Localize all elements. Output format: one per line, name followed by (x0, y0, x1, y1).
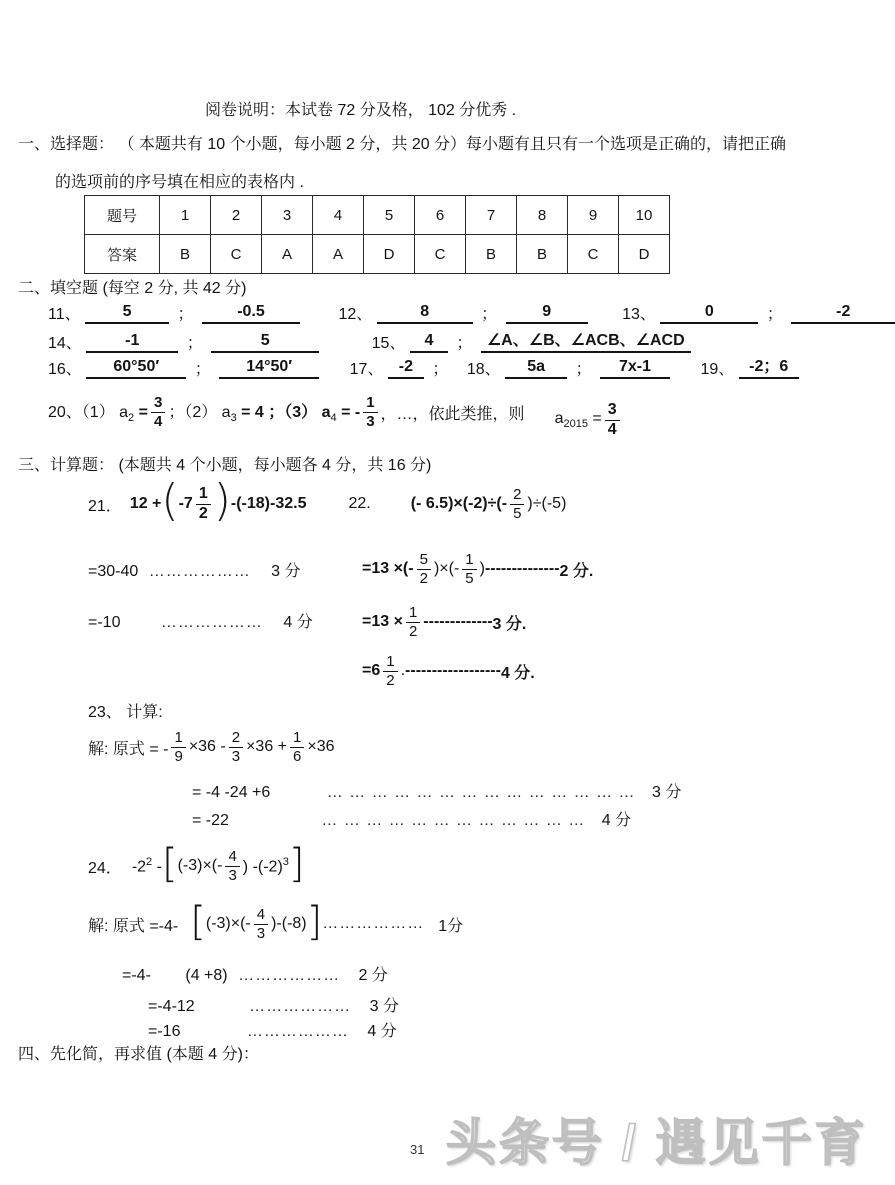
item-18-answer-b: 7x-1 (600, 358, 670, 379)
item-15-answer-b: ∠A、∠B、∠ACB、∠ACD (481, 327, 691, 353)
problem-24-number: 24． (88, 859, 122, 877)
step-mark: 4 分 (601, 812, 632, 829)
question-number-cell: 9 (568, 196, 619, 235)
step-mark: 1分 (438, 917, 464, 935)
item-19-answer-a: -2；6 (739, 353, 799, 379)
answer-row (85, 235, 670, 274)
answer-cell: A (313, 235, 364, 274)
answer-table (84, 195, 670, 274)
step-text: 解: 原式 = - (88, 740, 169, 758)
expr-text: $-2^2$ - (131, 855, 162, 876)
question-number-cell: 10 (619, 196, 670, 235)
item-13 (622, 301, 895, 324)
left-bracket: [ (190, 899, 206, 945)
page-number: 31 (410, 1142, 425, 1157)
question-number-cell: 1 (160, 196, 211, 235)
fraction-4-3: $\frac{4}{3}$ (254, 907, 268, 942)
fraction-1-2: $\frac{1}{2}$ (196, 486, 211, 523)
step-text: . (400, 662, 406, 679)
step-text: =13 × (362, 613, 403, 630)
problem-23-step-3 (192, 807, 631, 830)
dot-leader: ……………… (249, 998, 352, 1015)
left-bracket: [ (161, 841, 178, 887)
item-16-label: 16、 (48, 361, 82, 378)
grading-note: 阅卷说明：本试卷 72 分及格， 102 分优秀 . (205, 102, 517, 119)
problem-21-step-2 (88, 609, 313, 632)
step-text: (-3)×(- (205, 915, 251, 932)
problem-22-step-1 (362, 544, 593, 594)
answer-cell: A (262, 235, 313, 274)
item-14-answer-b: 5 (211, 332, 319, 353)
question-number-cell: 4 (313, 196, 364, 235)
step-text: = -22 (192, 812, 229, 829)
answer-cell: C (211, 235, 262, 274)
step-text: )-(-8) (271, 915, 307, 932)
question-number-cell: 6 (415, 196, 466, 235)
step-text: ×36 + (246, 738, 288, 755)
fill-row-14-15 (48, 327, 691, 353)
item-13-label: 13、 (622, 306, 656, 323)
subscript-2: 2 (128, 412, 135, 425)
item-15-label: 15、 (371, 335, 406, 352)
item-15 (372, 327, 691, 353)
step-text: 解: 原式 =-4- (88, 917, 179, 935)
section2-heading: 二、填空题 (每空 2 分, 共 42 分) (18, 280, 247, 297)
dash-leader: -------------- (484, 560, 560, 577)
item-11-answer-b: -0.5 (202, 303, 300, 324)
answer-cell: B (160, 235, 211, 274)
answer-cell: C (415, 235, 466, 274)
item-18-answer-a: 5a (505, 358, 567, 379)
fraction-1-3: $\frac{1}{3}$ (363, 395, 377, 430)
problem-23-step-1 (88, 723, 335, 771)
item-18 (467, 356, 670, 379)
step-mark: 4 分 (283, 614, 313, 631)
dot-leader: ……………… (160, 614, 263, 631)
item-11 (48, 301, 300, 324)
right-paren: ) (213, 475, 231, 527)
problem-21-expression-pre: 12 + (129, 495, 162, 512)
problem-21-step-1 (88, 558, 301, 581)
step-text: ×36 - (188, 738, 226, 755)
subscript-2015: 2015 (563, 418, 588, 431)
step-mark: 4 分 (367, 1023, 397, 1040)
item-12-answer-a: 8 (377, 303, 473, 324)
item-16-answer-a: 60°50′ (86, 358, 186, 379)
left-paren: ( (161, 475, 179, 527)
subscript-4: 4 (330, 412, 337, 425)
right-bracket: ] (288, 841, 305, 887)
fraction-4-3: $\frac{4}{3}$ (225, 849, 239, 884)
watermark: 头条号 / 遇见千育 (446, 1115, 868, 1171)
item-14 (48, 330, 319, 353)
question-number-cell: 2 (211, 196, 262, 235)
problem-22-step-3 (362, 646, 535, 696)
separator: ； (194, 361, 211, 378)
step-mark: 3 分. (492, 615, 527, 633)
answer-cell: C (568, 235, 619, 274)
problem-24-step-3 (148, 993, 399, 1016)
separator: ； (177, 306, 194, 323)
problem-23-step-2 (192, 779, 681, 802)
item-12 (338, 301, 587, 324)
right-bracket: ] (306, 899, 323, 945)
item-13-answer-b: -2 (791, 303, 895, 324)
problem-22-step-2 (362, 597, 526, 647)
dot-leader: ……………… (238, 967, 341, 984)
problem-23-title: 23、 计算: (88, 704, 163, 721)
step-mark: 4 分. (500, 664, 535, 682)
step-mark: 2 分. (559, 562, 594, 580)
step-text: =-4-12 (148, 998, 195, 1015)
problem-24-step-1 (88, 896, 463, 952)
fraction-3-4: $\frac{3}{4}$ (151, 395, 165, 430)
fraction-1-5: $\frac{1}{5}$ (462, 552, 476, 587)
fraction-1-2: $\frac{1}{2}$ (406, 605, 420, 640)
question-number-row (85, 196, 670, 235)
item-17-label: 17、 (349, 361, 384, 378)
problem-21-22-row (88, 474, 566, 534)
item-11-answer-a: 5 (85, 303, 169, 324)
dot-leader: ……………… (246, 1023, 349, 1040)
item-14-label: 14、 (48, 335, 82, 352)
item-20-part2: ；（2） $a_3 = 4$ ；（3） $a_4$ = - (168, 404, 361, 425)
step-mark: 3 分 (651, 784, 682, 801)
mixed-number-int: -7 (178, 495, 193, 512)
expr-text: ) $-(-2)^3$ (242, 855, 289, 876)
fraction-1-9: $\frac{1}{9}$ (171, 730, 185, 765)
problem-24-expression (88, 838, 305, 894)
fraction-5-2: $\frac{5}{2}$ (417, 552, 431, 587)
table-header-question: 题号 (85, 196, 160, 235)
problem-21-expression-post: -(-18)-32.5 (230, 495, 307, 512)
fraction-1-2: $\frac{1}{2}$ (383, 654, 397, 689)
item-13-answer-a: 0 (660, 303, 758, 324)
fill-row-11-13 (48, 301, 895, 324)
item-20 (48, 390, 623, 438)
item-17 (350, 356, 453, 379)
step-text: =-16 (148, 1023, 181, 1040)
item-12-answer-b: 9 (506, 303, 588, 324)
item-20-result: $a_{2015}$ = (554, 409, 602, 431)
answer-cell: B (466, 235, 517, 274)
item-17-answer-a: -2 (388, 358, 424, 379)
dot-leader: … … … … … … … … … … … … … … (326, 784, 636, 801)
item-19-label: 19、 (700, 361, 735, 378)
section4-heading: 四、先化简，再求值 (本题 4 分)： (18, 1046, 259, 1063)
fraction-1-6: $\frac{1}{6}$ (290, 730, 304, 765)
problem-22-expression-post: )÷(-5) (527, 495, 567, 512)
problem-22-number: 22. (348, 495, 371, 512)
fraction-2-3: $\frac{2}{3}$ (229, 730, 243, 765)
step-text: = -4 -24 +6 (192, 784, 271, 801)
dot-leader: ……………… (322, 915, 425, 932)
step-text: ×36 (307, 738, 335, 755)
section3-heading: 三、计算题： (本题共 4 个小题，每小题各 4 分，共 16 分) (18, 457, 432, 474)
superscript-3: 3 (282, 855, 289, 868)
table-header-answer: 答案 (85, 235, 160, 274)
step-text: (4 +8) (185, 967, 228, 984)
question-number-cell: 7 (466, 196, 517, 235)
item-18-label: 18、 (466, 361, 501, 378)
fraction-2-5: $\frac{2}{5}$ (510, 487, 524, 522)
expr-text: (-3)×(- (177, 857, 223, 874)
dot-leader: ……………… (148, 563, 251, 580)
item-16 (48, 356, 319, 379)
question-number-cell: 5 (364, 196, 415, 235)
problem-24-step-2 (122, 962, 388, 985)
answer-cell: D (364, 235, 415, 274)
separator: ； (456, 335, 473, 352)
dash-leader: ------------- (423, 613, 493, 630)
separator: ； (766, 306, 783, 323)
item-20-part1: 20、（1） $a_2$ = (48, 404, 148, 425)
step-text: =30-40 (88, 563, 139, 580)
step-text: ) (479, 560, 485, 577)
item-20-part3: ，…，依此类推，则 (380, 405, 525, 423)
problem-24-step-4 (148, 1018, 397, 1041)
item-14-answer-a: -1 (86, 332, 178, 353)
step-text: =-4- (122, 967, 151, 984)
separator: ； (575, 361, 592, 378)
problem-21-number: 21． (88, 497, 122, 515)
item-11-label: 11、 (48, 306, 81, 323)
fill-row-16-19 (48, 353, 799, 379)
step-text: =-10 (88, 614, 121, 631)
answer-cell: D (619, 235, 670, 274)
item-19 (700, 353, 798, 379)
dot-leader: … … … … … … … … … … … … (321, 812, 586, 829)
separator: ； (481, 306, 498, 323)
problem-22-expression-pre: (- 6.5)×(-2)÷(- (410, 495, 508, 512)
step-mark: 3 分 (271, 563, 301, 580)
answer-cell: B (517, 235, 568, 274)
item-16-answer-b: 14°50′ (219, 358, 319, 379)
subscript-3: 3 (230, 412, 237, 425)
step-mark: 3 分 (369, 998, 399, 1015)
superscript-2: 2 (146, 855, 153, 868)
item-15-answer-a: 4 (410, 332, 448, 353)
question-number-cell: 8 (517, 196, 568, 235)
step-text: =6 (362, 662, 381, 679)
question-number-cell: 3 (262, 196, 313, 235)
fraction-3-4-result: $\frac{3}{4}$ (605, 402, 620, 439)
step-text: =13 ×(- (362, 560, 414, 577)
item-12-label: 12、 (338, 306, 373, 323)
step-text: )×(- (433, 560, 460, 577)
dash-leader: ------------------ (405, 662, 501, 679)
separator: ； (432, 361, 449, 378)
separator: ； (186, 335, 203, 352)
section1-heading-line2: 的选项前的序号填在相应的表格内 . (55, 174, 304, 191)
step-mark: 2 分 (358, 967, 388, 984)
section1-heading-line1: 一、选择题： （ 本题共有 10 个小题，每小题 2 分，共 20 分）每小题有且只有一个选项是正确的，请把正确 (18, 136, 787, 153)
